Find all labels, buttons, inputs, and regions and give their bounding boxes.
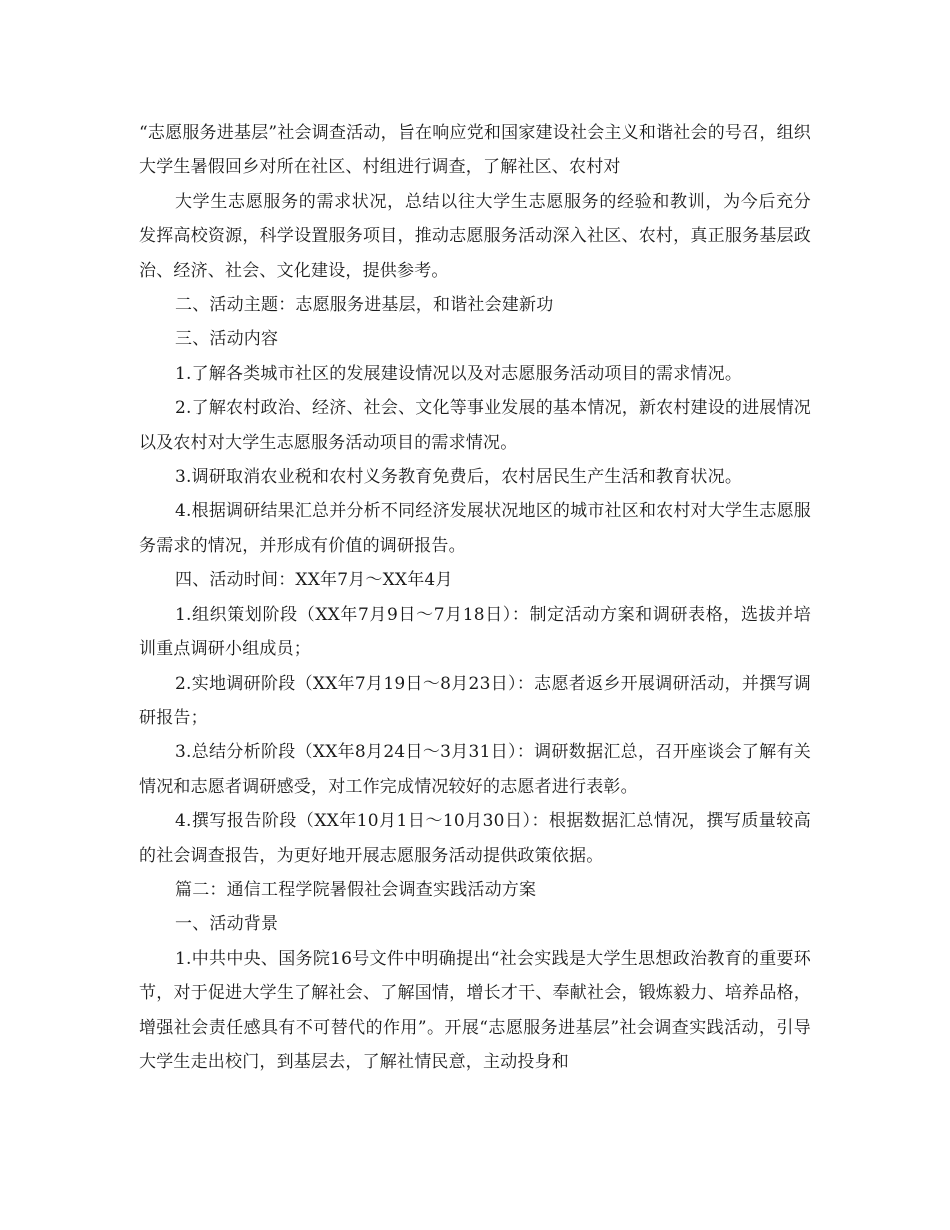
content-item-2: 2.了解农村政治、经济、社会、文化等事业发展的基本情况，新农村建设的进展情况以及农村对大学生志愿服务活动项目的需求情况。 [139, 398, 811, 453]
section-heading-content: 三、活动内容 [175, 329, 279, 350]
chapter-heading-2: 篇二：通信工程学院暑假社会调查实践活动方案 [175, 879, 537, 900]
paragraph-purpose: 大学生志愿服务的需求状况，总结以往大学生志愿服务的经验和教训，为今后充分发挥高校资源，科学设置服务项目，推动志愿服务活动深入社区、农村，真正服务基层政治、经济、社会、文化建设，提供参考。 [139, 191, 811, 281]
content-item-4: 4.根据调研结果汇总并分析不同经济发展状况地区的城市社区和农村对大学生志愿服务需求的情况，并形成有价值的调研报告。 [139, 501, 811, 556]
content-item-1: 1.了解各类城市社区的发展建设情况以及对志愿服务活动项目的需求情况。 [175, 363, 743, 384]
stage-item-1: 1.组织策划阶段（XX年7月9日～7月18日）：制定活动方案和调研表格，选拔并培训重点调研小组成员； [139, 604, 811, 660]
paragraph-intro: “志愿服务进基层”社会调查活动，旨在响应党和国家建设社会主义和谐社会的号召，组织大学生暑假回乡对所在社区、村组进行调查，了解社区、农村对 [139, 123, 811, 178]
section-heading-time: 四、活动时间：XX年7月～XX年4月 [175, 570, 453, 591]
section-heading-background: 一、活动背景 [175, 914, 279, 935]
stage-item-4: 4.撰写报告阶段（XX年10月1日～10月30日）：根据数据汇总情况，撰写质量较高的社会调查报告，为更好地开展志愿服务活动提供政策依据。 [139, 811, 811, 866]
section-heading-theme: 二、活动主题：志愿服务进基层，和谐社会建新功 [175, 295, 554, 316]
stage-item-3: 3.总结分析阶段（XX年8月24日～3月31日）：调研数据汇总，召开座谈会了解有关情况和志愿者调研感受，对工作完成情况较好的志愿者进行表彰。 [139, 742, 811, 797]
stage-item-2: 2.实地调研阶段（XX年7月19日～8月23日）：志愿者返乡开展调研活动，并撰写调研报告； [139, 673, 811, 728]
background-item-1: 1.中共中央、国务院16号文件中明确提出“社会实践是大学生思想政治教育的重要环节，对于促进大学生了解社会、了解国情，增长才干、奉献社会，锻炼毅力、培养品格，增强社会责任感具有不可替代的作用”。开展“志愿服务进基层”社会调查实践活动，引导大学生走出校门，到基层去，了解社情民意，主动投身和 [139, 948, 811, 1072]
document-body [139, 116, 811, 1079]
content-item-3: 3.调研取消农业税和农村义务教育免费后，农村居民生产生活和教育状况。 [175, 467, 743, 488]
